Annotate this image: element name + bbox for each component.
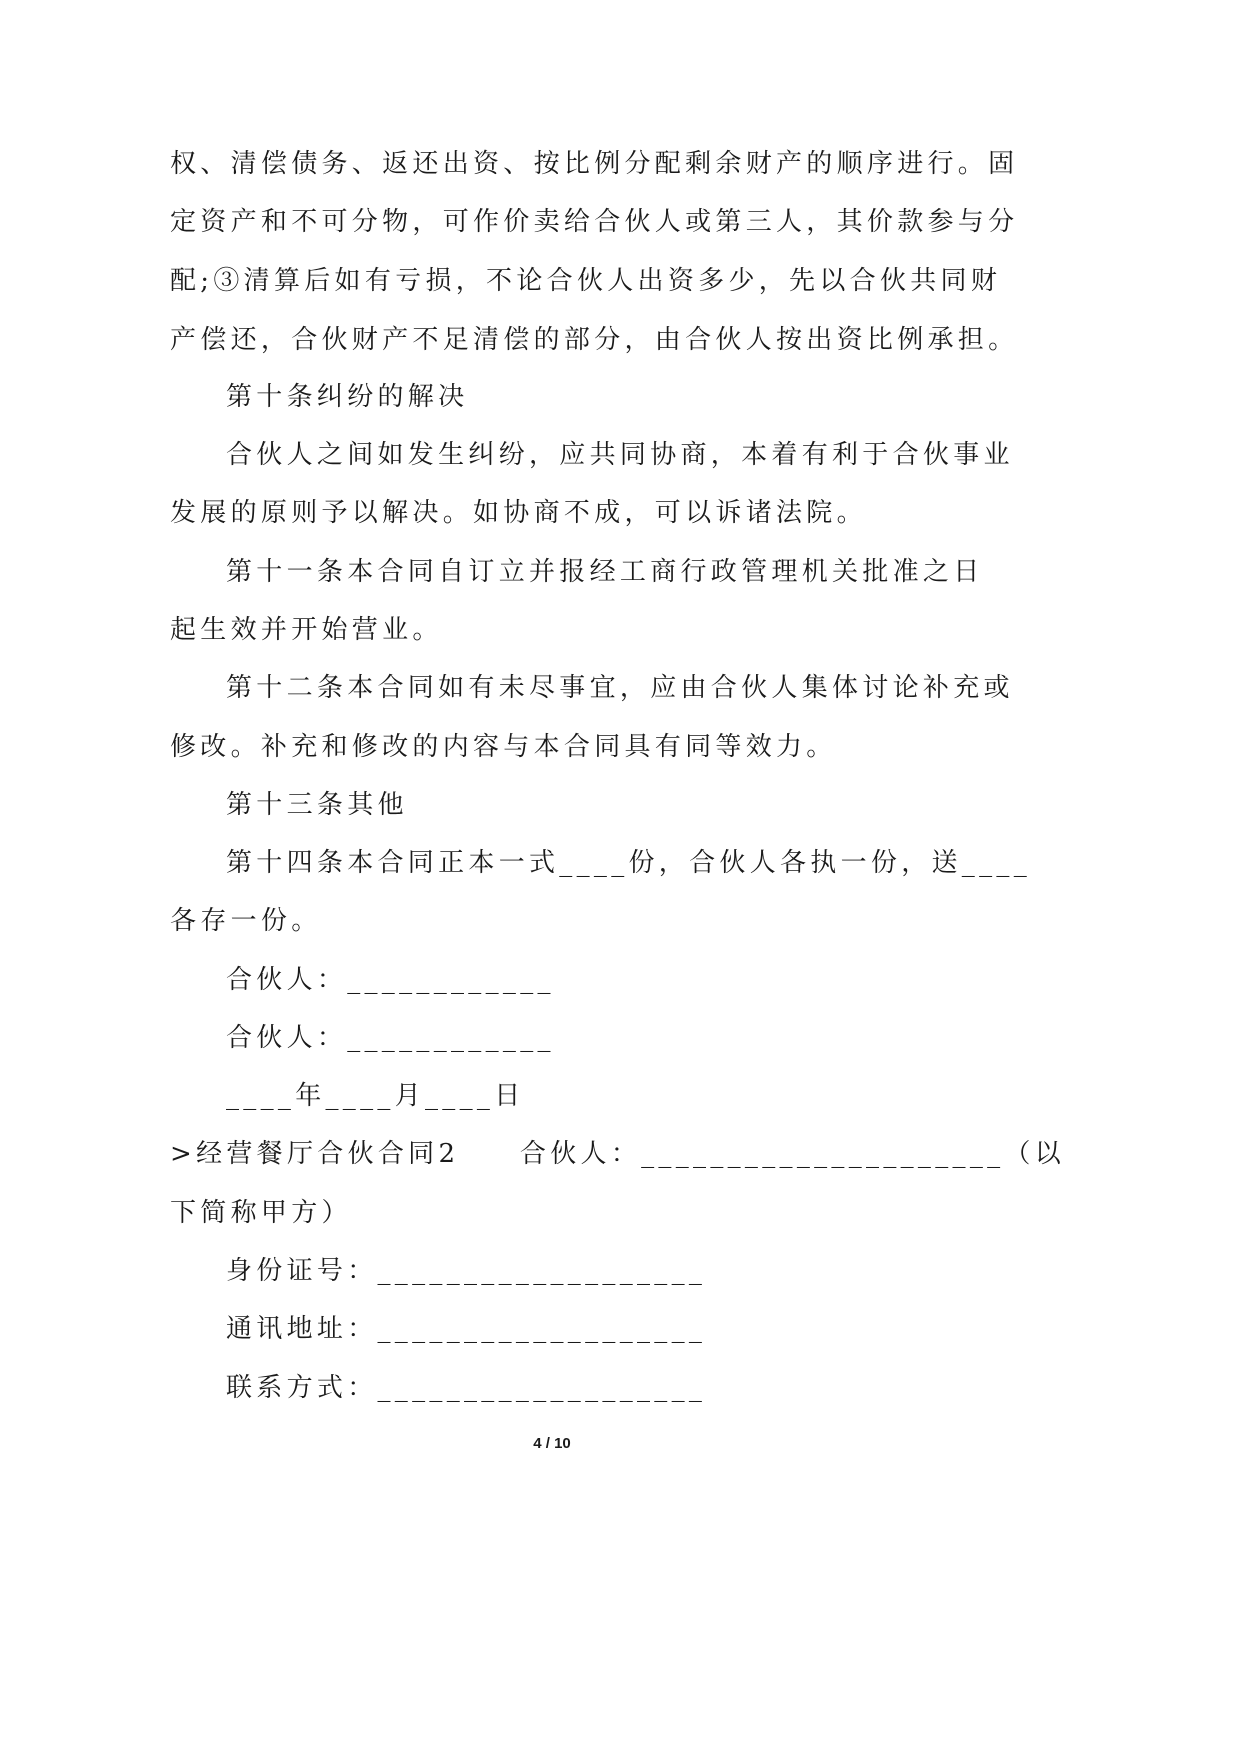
paragraph-line: 产偿还，合伙财产不足清偿的部分，由合伙人按出资比例承担。	[170, 325, 1019, 355]
paragraph-line: 配;③清算后如有亏损，不论合伙人出资多少，先以合伙共同财	[170, 266, 1002, 296]
id-number-field: 身份证号：___________________	[226, 1256, 707, 1286]
paragraph-line: 第十四条本合同正本一式____份，合伙人各执一份，送____	[226, 848, 1032, 878]
paragraph-line: 发展的原则予以解决。如协商不成，可以诉诸法院。	[170, 498, 867, 528]
date-field: ____年____月____日	[226, 1081, 525, 1111]
section-heading: 第十条纠纷的解决	[226, 382, 469, 412]
paragraph-line: 下简称甲方）	[170, 1198, 352, 1228]
paragraph-line: 定资产和不可分物，可作价卖给合伙人或第三人，其价款参与分	[170, 207, 1019, 237]
paragraph-line: 合伙人之间如发生纠纷，应共同协商，本着有利于合伙事业	[226, 440, 1014, 470]
address-field: 通讯地址：___________________	[226, 1314, 707, 1344]
paragraph-line: 权、清偿债务、返还出资、按比例分配剩余财产的顺序进行。固	[170, 149, 1019, 179]
signature-field: 合伙人：____________	[226, 1023, 555, 1053]
paragraph-line: 修改。补充和修改的内容与本合同具有同等效力。	[170, 732, 837, 762]
section-heading: 第十三条其他	[226, 790, 408, 820]
contract-title-line: >经营餐厅合伙合同2 合伙人：_____________________（以	[170, 1139, 1066, 1169]
paragraph-line: 各存一份。	[170, 906, 322, 936]
page-number: 4 / 10	[533, 1435, 571, 1452]
paragraph-line: 第十一条本合同自订立并报经工商行政管理机关批准之日	[226, 557, 984, 587]
paragraph-line: 第十二条本合同如有未尽事宜，应由合伙人集体讨论补充或	[226, 673, 1014, 703]
paragraph-line: 起生效并开始营业。	[170, 615, 443, 645]
signature-field: 合伙人：____________	[226, 965, 555, 995]
contact-field: 联系方式：___________________	[226, 1373, 707, 1403]
